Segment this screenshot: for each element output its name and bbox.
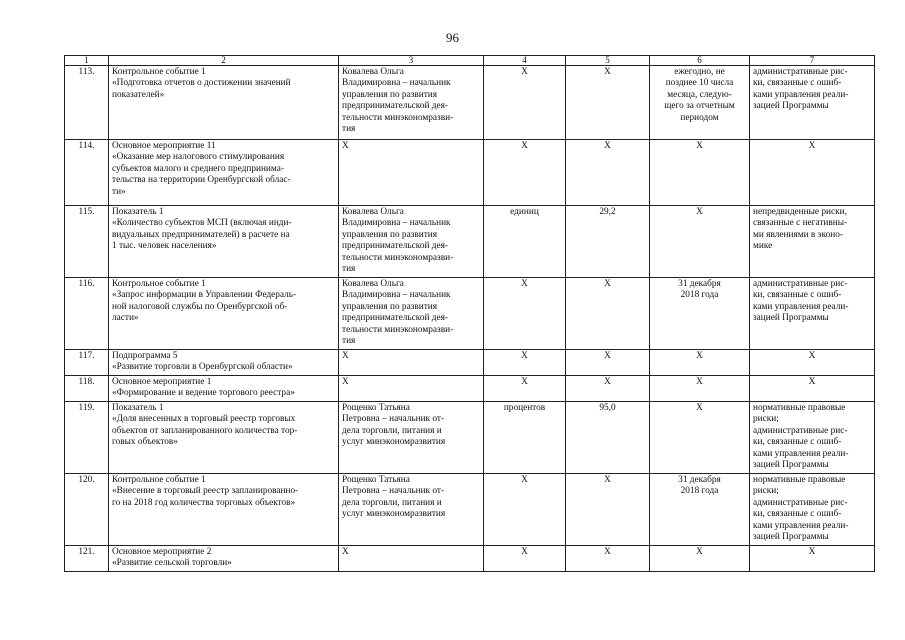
value-cell: 95,0 [566,402,650,474]
risk-cell-line: Х [808,351,816,361]
event-description-line: показателей» [112,89,165,100]
risk-cell-line: нормативные правовые [753,475,846,485]
column-header: 3 [339,56,484,66]
event-description [109,350,339,376]
event-description-line: ти» [112,186,126,197]
value-cell: Х [566,350,650,376]
event-description [109,402,339,474]
event-description-line: «Количество субъектов МСП (включая инди- [112,218,292,229]
event-description [109,474,339,546]
value-cell: Х [566,546,650,572]
deadline-cell-line: Х [696,207,703,217]
responsible-person-line: предпринимательской дея- [342,313,449,324]
table-row [65,402,875,474]
unit-cell: процентов [484,402,566,474]
risk-cell-line: ки, связанные с ошиб- [753,78,842,89]
deadline-cell-line: Х [696,377,703,387]
unit-cell: единиц [484,206,566,278]
table-row [65,376,875,402]
responsible-person-line: тельности минэкономразви- [342,324,454,335]
event-description [109,376,339,402]
risk-cell-line: зацией Программы [753,532,829,543]
risk-cell-line: риски; [753,414,779,425]
deadline-cell-line: Х [696,403,703,413]
responsible-person-line: Ковалева Ольга [342,279,404,289]
risk-cell-line: административные рис- [753,279,848,289]
row-number: 120. [65,474,109,546]
event-description-line: ласти» [112,313,139,324]
risk-cell-line: ки, связанные с ошиб- [753,437,842,448]
value-cell: Х [566,278,650,350]
table-body [65,66,875,572]
deadline-cell [650,206,750,278]
row-number: 116. [65,278,109,350]
risk-cell-line: административные рис- [753,497,848,508]
plan-table [64,55,875,572]
event-description [109,278,339,350]
event-description [109,66,339,140]
risk-cell-line: Х [808,547,816,557]
risk-cell-line: зацией Программы [753,313,829,324]
risk-cell-line: административные рис- [753,67,848,77]
risk-cell [750,206,875,278]
risk-cell-line: зацией Программы [753,460,829,471]
event-description-line: тельства на территории Оренбургской облас- [112,175,291,186]
event-description-line: Контрольное событие 1 [112,67,206,77]
deadline-cell [650,350,750,376]
responsible-person-line: управления по развития [342,89,438,100]
event-description-line: говых объектов» [112,437,178,448]
risk-cell-line: нормативные правовые [753,403,846,413]
responsible-person-line: тельности минэкономразви- [342,252,454,263]
column-header: 7 [750,56,875,66]
responsible-person-line: Владимировна – начальник [342,78,451,89]
risk-cell-line: зацией Программы [753,101,829,112]
deadline-cell-line: 31 декабря [678,279,721,289]
event-description-line: «Формирование и ведение торгового реестра» [112,388,295,399]
risk-cell [750,546,875,572]
responsible-person-line: Владимировна – начальник [342,290,451,301]
responsible-person [339,402,484,474]
event-description-line: «Подготовка отчетов о достижении значений [112,78,291,89]
risk-cell [750,350,875,376]
column-header: 1 [65,56,109,66]
unit-cell: Х [484,474,566,546]
value-cell: 29,2 [566,206,650,278]
responsible-person-line: предпринимательской дея- [342,101,449,112]
responsible-person-line: дела торговли, питания и [342,497,442,508]
column-header: 6 [650,56,750,66]
risk-cell [750,278,875,350]
unit-cell: Х [484,140,566,206]
responsible-person-line: Х [342,351,349,361]
risk-cell-line: непредвиденные риски, [753,207,847,217]
responsible-person-line: тия [342,264,356,275]
responsible-person-line: Ковалева Ольга [342,67,404,77]
deadline-cell [650,376,750,402]
event-description-line: ной налоговой службы по Оренбургской об- [112,301,288,312]
deadline-cell-line: 31 декабря [678,475,721,485]
table-row [65,474,875,546]
responsible-person-line: услуг минэкономразвития [342,509,446,520]
row-number: 119. [65,402,109,474]
risk-cell [750,402,875,474]
deadline-cell [650,278,750,350]
event-description-line: Контрольное событие 1 [112,475,206,485]
risk-cell-line: Х [808,141,816,151]
event-description-line: Контрольное событие 1 [112,279,206,289]
risk-cell-line: административные рис- [753,425,848,436]
row-number: 121. [65,546,109,572]
deadline-cell-line: месяца, следую- [667,89,732,100]
deadline-cell [650,402,750,474]
deadline-cell-line: Х [696,547,703,557]
event-description [109,546,339,572]
responsible-person-line: Х [342,377,349,387]
event-description-line: «Запрос информации в Управлении Федераль- [112,290,297,301]
risk-cell [750,66,875,140]
event-description-line: «Доля внесенных в торговый реестр торговых [112,414,296,425]
risk-cell-line: ками управления реали- [753,448,849,459]
event-description-line: субъектов малого и среднего предпринима- [112,163,284,174]
unit-cell: Х [484,376,566,402]
table-row [65,350,875,376]
deadline-cell [650,474,750,546]
risk-cell-line: ками управления реали- [753,89,849,100]
column-header: 4 [484,56,566,66]
unit-cell: Х [484,350,566,376]
table-row [65,66,875,140]
risk-cell-line: мике [753,241,773,252]
value-cell: Х [566,140,650,206]
event-description-line: Основное мероприятие 1 [112,377,212,387]
header-row [65,56,875,66]
risk-cell [750,474,875,546]
unit-cell: Х [484,278,566,350]
responsible-person-line: управления по развития [342,229,438,240]
responsible-person-line: управления по развития [342,301,438,312]
event-description-line: видуальных предпринимателей) в расчете на [112,229,290,240]
deadline-cell [650,140,750,206]
risk-cell [750,376,875,402]
deadline-cell-line: позднее 10 числа [665,78,734,89]
row-number: 114. [65,140,109,206]
responsible-person-line: тельности минэкономразви- [342,112,454,123]
page-number: 96 [446,30,459,45]
responsible-person [339,206,484,278]
deadline-cell [650,546,750,572]
risk-cell-line: ками управления реали- [753,520,849,531]
deadline-cell-line: Х [696,141,703,151]
responsible-person [339,474,484,546]
risk-cell-line: ки, связанные с ошиб- [753,509,842,520]
deadline-cell-line: ежегодно, не [674,67,725,77]
responsible-person [339,376,484,402]
deadline-cell [650,66,750,140]
event-description [109,206,339,278]
deadline-cell-line: Х [696,351,703,361]
event-description-line: Основное мероприятие 11 [112,141,216,151]
responsible-person-line: Х [342,547,349,557]
responsible-person [339,140,484,206]
deadline-cell-line: периодом [680,112,719,123]
table-row [65,278,875,350]
responsible-person-line: тия [342,124,356,135]
event-description-line: Основное мероприятие 2 [112,547,212,557]
responsible-person-line: Ковалева Ольга [342,207,404,217]
responsible-person-line: дела торговли, питания и [342,425,442,436]
event-description-line: «Развитие сельской торговли» [112,558,232,569]
risk-cell-line: ки, связанные с ошиб- [753,290,842,301]
column-header: 2 [109,56,339,66]
event-description-line: Показатель 1 [112,207,164,217]
responsible-person-line: Рощенко Татьяна [342,475,410,485]
responsible-person-line: Рощенко Татьяна [342,403,410,413]
deadline-cell-line: щего за отчетным [664,101,735,112]
event-description-line: Показатель 1 [112,403,164,413]
event-description-line: «Оказание мер налогового стимулирования [112,152,285,163]
value-cell: Х [566,66,650,140]
risk-cell-line: ми явлениями в эконо- [753,229,844,240]
row-number: 115. [65,206,109,278]
risk-cell-line: Х [808,377,816,387]
event-description-line: «Внесение в торговый реестр запланированно- [112,486,299,497]
event-description-line: «Развитие торговли в Оренбургской области» [112,362,293,373]
responsible-person-line: Петровна – начальник от- [342,486,445,497]
event-description [109,140,339,206]
event-description-line: объектов от запланированного количества тор- [112,425,298,436]
responsible-person-line: Х [342,141,349,151]
event-description-line: 1 тыс. человек населения» [112,241,217,252]
responsible-person [339,350,484,376]
table-row [65,140,875,206]
responsible-person [339,546,484,572]
deadline-cell-line: 2018 года [680,486,719,497]
responsible-person-line: услуг минэкономразвития [342,437,446,448]
row-number: 117. [65,350,109,376]
table-row [65,546,875,572]
unit-cell: Х [484,546,566,572]
value-cell: Х [566,474,650,546]
risk-cell-line: риски; [753,486,779,497]
row-number: 118. [65,376,109,402]
risk-cell-line: связанные с негативны- [753,218,848,229]
risk-cell-line: ками управления реали- [753,301,849,312]
row-number: 113. [65,66,109,140]
responsible-person-line: Петровна – начальник от- [342,414,445,425]
responsible-person [339,278,484,350]
risk-cell [750,140,875,206]
responsible-person-line: тия [342,336,356,347]
responsible-person-line: предпринимательской дея- [342,241,449,252]
deadline-cell-line: 2018 года [680,290,719,301]
event-description-line: Подпрограмма 5 [112,351,178,361]
table-row [65,206,875,278]
responsible-person [339,66,484,140]
event-description-line: го на 2018 год количества торговых объектов» [112,497,296,508]
column-header: 5 [566,56,650,66]
unit-cell: Х [484,66,566,140]
value-cell: Х [566,376,650,402]
responsible-person-line: Владимировна – начальник [342,218,451,229]
